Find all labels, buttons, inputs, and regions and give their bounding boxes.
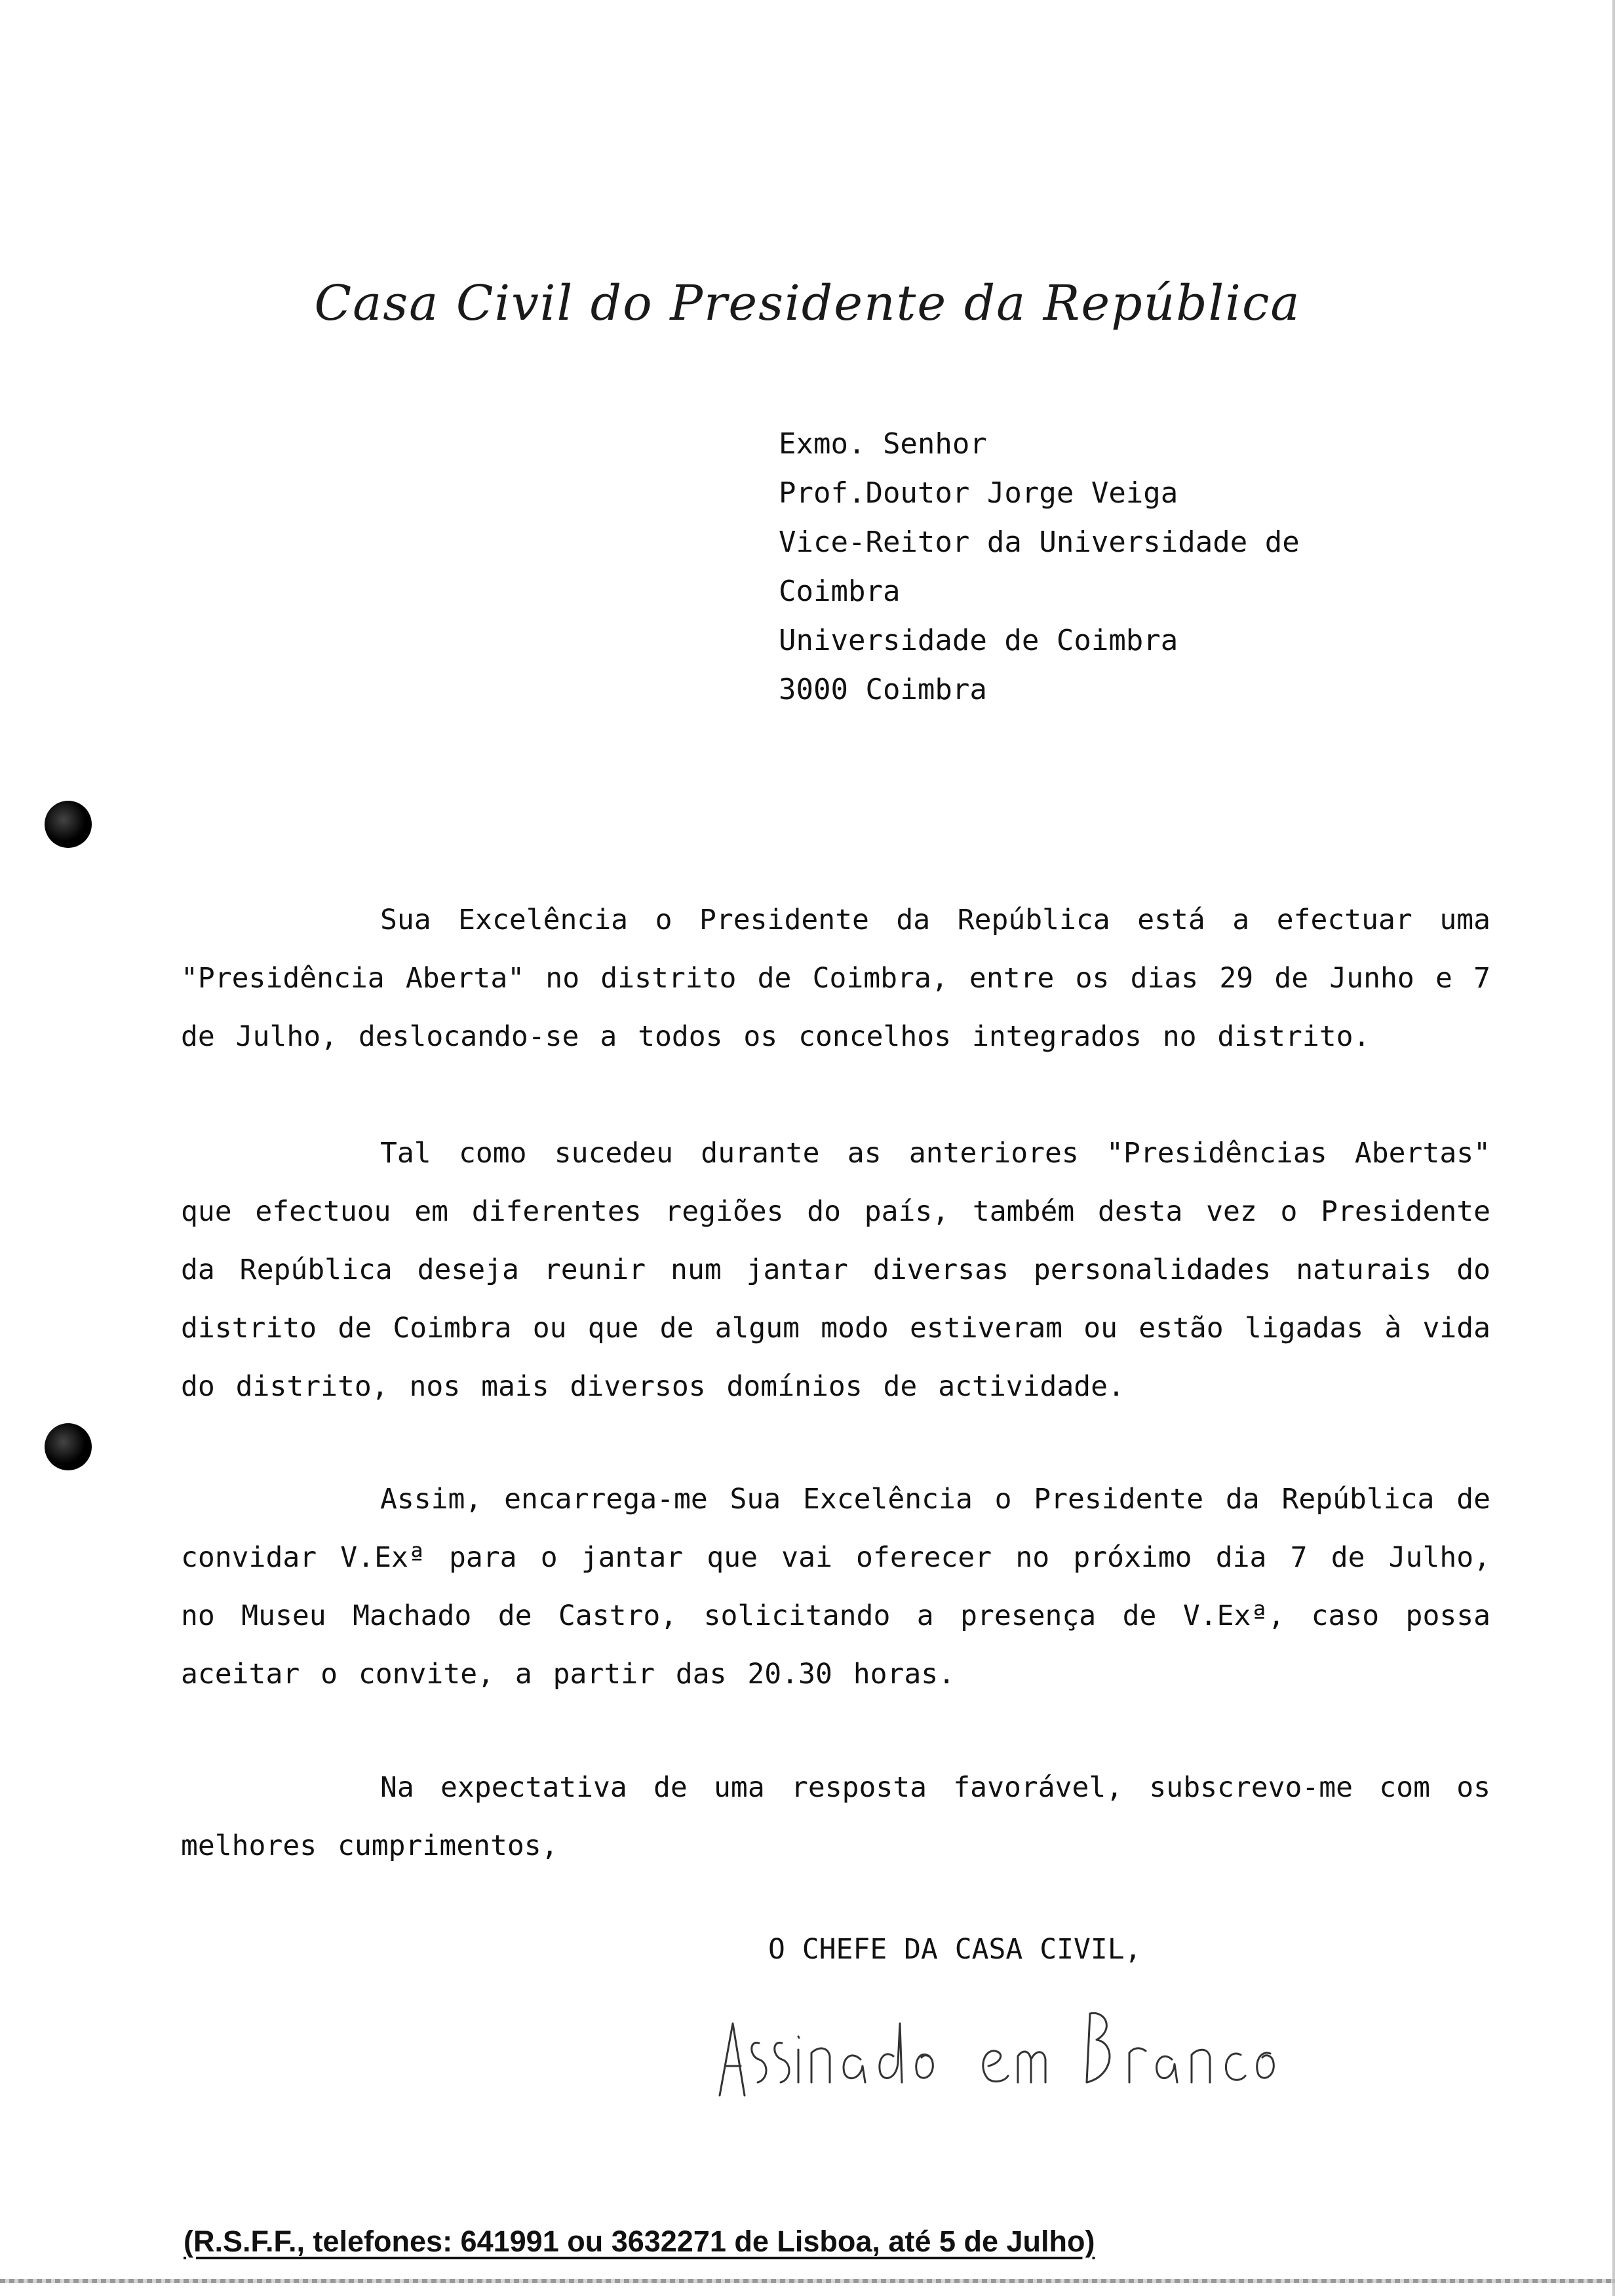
- scan-right-edge: [1612, 0, 1615, 2296]
- footer-note: (R.S.F.F., telefones: 641991 ou 3632271 de Lisboa, até 5 de Julho): [184, 2225, 1095, 2258]
- handwritten-signature: [713, 1984, 1369, 2115]
- punch-hole: [45, 1423, 92, 1470]
- body-paragraph: Assim, encarrega-me Sua Excelência o Presidente da República de convidar V.Exª para o jantar que vai oferecer no próximo dia 7 de Julho, no Museu Machado de Castro, solicitando a presença de V.Exª, caso possa aceitar o convite, a partir das 20.30 horas.: [181, 1483, 1490, 1691]
- scan-edge-line: [0, 2279, 1615, 2283]
- closing-title: O CHEFE DA CASA CIVIL,: [768, 1933, 1142, 1966]
- recipient-address: [779, 419, 1300, 714]
- address-line: Coimbra: [779, 575, 901, 608]
- body-paragraph: Tal como sucedeu durante as anteriores "Presidências Abertas" que efectuou em diferentes regiões do país, também desta vez o Presidente da República deseja reunir num jantar diversas personalidades naturais do distrito de Coimbra ou que de algum modo estiveram ou estão ligadas à vida do distrito, nos mais diversos domínios de actividade.: [181, 1137, 1490, 1403]
- punch-hole: [45, 801, 92, 848]
- address-line: Exmo. Senhor: [779, 427, 987, 461]
- address-line: Universidade de Coimbra: [779, 624, 1178, 657]
- address-line: 3000 Coimbra: [779, 673, 987, 706]
- address-line: Vice-Reitor da Universidade de: [779, 526, 1300, 559]
- letterhead: Casa Civil do Presidente da República: [314, 275, 1301, 332]
- body-paragraph: Na expectativa de uma resposta favorável, subscrevo-me com os melhores cumprimentos,: [181, 1771, 1490, 1862]
- address-line: Prof.Doutor Jorge Veiga: [779, 476, 1178, 510]
- body-paragraph: Sua Excelência o Presidente da República está a efectuar uma "Presidência Aberta" no distrito de Coimbra, entre os dias 29 de Junho e 7 de Julho, deslocando-se a todos os concelhos integrados no distrito.: [181, 904, 1490, 1053]
